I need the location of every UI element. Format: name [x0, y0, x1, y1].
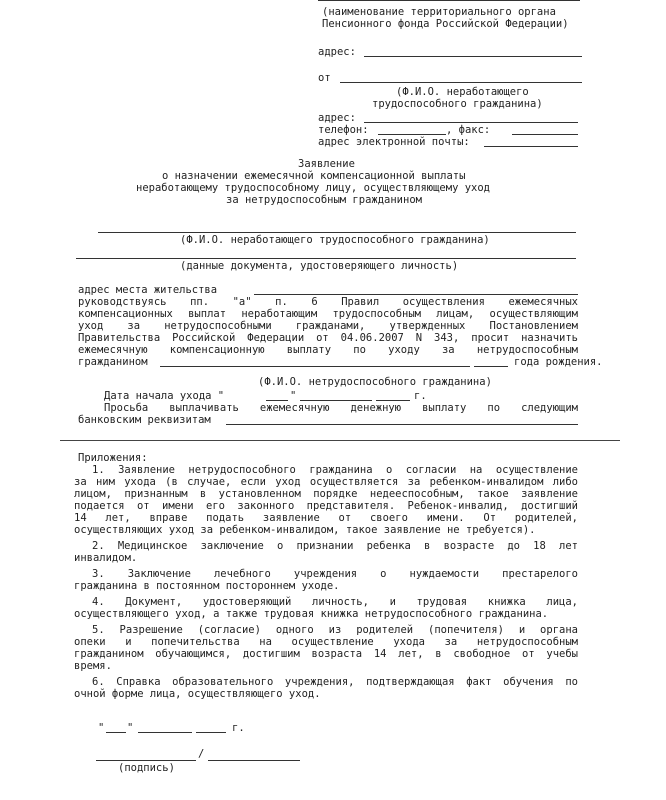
attachment-line: 14 лет, вправе подать заявление от своего имени. От родителей, [74, 512, 578, 524]
request-line: банковским реквизитам [78, 414, 211, 426]
bank-details-field[interactable] [226, 424, 578, 425]
fio-caption-1: (Ф.И.О. неработающего [396, 86, 529, 98]
attachment-line: 2. Медицинское заключение о признании ребенка в возрасте до 18 лет [92, 540, 578, 552]
attachment-line: гражданином обучающимся, достигшим возраста 14 лет, в свободное от учебы [74, 648, 578, 660]
email-field[interactable] [484, 146, 578, 147]
fax-label: , факс: [446, 124, 491, 136]
footer-year-suffix: г. [232, 722, 245, 734]
attachment-line: лицом, признанным в установленном порядке недееспособным, такое заявление [74, 488, 578, 500]
applicant-fio-caption: (Ф.И.О. неработающего трудоспособного гражданина) [180, 234, 490, 246]
footer-year-field[interactable] [196, 732, 226, 733]
attachment-line: 4. Документ, удостоверяющий личность, и трудовая книжка лица, [92, 596, 578, 608]
birth-year-field[interactable] [474, 366, 508, 367]
title-line-4: за нетрудоспособным гражданином [226, 194, 422, 206]
applicant-doc-caption: (данные документа, удостоверяющего личность) [180, 260, 459, 272]
attachment-line: подается от имени его законного представителя. Ребенок-инвалид, достигший [74, 500, 578, 512]
title-line-1: Заявление [298, 158, 355, 170]
applicant-doc-field[interactable] [76, 258, 576, 259]
attachment-line: очной форме лица, осуществляющего уход. [74, 688, 321, 700]
address-label: адрес: [318, 46, 356, 58]
attachment-line: 1. Заявление нетрудоспособного гражданина о согласии на осуществление [92, 464, 578, 476]
attachment-line: за ним ухода (в случае, если уход осуществляется за ребенком-инвалидом либо [74, 476, 578, 488]
attachment-line: осуществляющих уход за ребенком-инвалидом, такое заявление не требуется). [74, 524, 536, 536]
paragraph-line: компенсационных выплат неработающим трудоспособным лицам, осуществляющим [78, 308, 578, 320]
disabled-fio-field[interactable] [160, 366, 470, 367]
address2-field[interactable] [364, 122, 578, 123]
attachment-line: 5. Разрешение (согласие) одного из родителей (попечителя) и органа [92, 624, 578, 636]
title-line-2: о назначении ежемесячной компенсационной выплаты [162, 170, 466, 182]
request-line: Просьба выплачивать ежемесячную денежную выплату по следующим [104, 402, 578, 414]
attachment-line: опеки и попечительства на осуществление ухода за нетрудоспособным [74, 636, 578, 648]
applicant-fio-field[interactable] [98, 232, 576, 233]
signature-slash: / [198, 748, 205, 760]
org-name-line[interactable] [318, 0, 580, 1]
care-day-field[interactable] [266, 400, 288, 401]
signature-field[interactable] [96, 760, 196, 761]
paragraph-line: ежемесячную компенсационную выплату по уходу за нетрудоспособным [78, 344, 578, 356]
org-caption-2: Пенсионного фонда Российской Федерации) [322, 18, 569, 30]
title-line-3: неработающему трудоспособному лицу, осуществляющему уход [136, 182, 491, 194]
phone-label: телефон: [318, 124, 369, 136]
attachment-line: 6. Справка образовательного учреждения, подтверждающая факт обучения по [92, 676, 578, 688]
paragraph-line: гражданином [78, 356, 148, 368]
address2-label: адрес: [318, 112, 356, 124]
footer-month-field[interactable] [138, 732, 192, 733]
attachment-line: инвалидом. [74, 552, 138, 564]
attachment-line: 3. Заключение лечебного учреждения о нуждаемости престарелого [92, 568, 578, 580]
email-label: адрес электронной почты: [318, 136, 470, 148]
fax-field[interactable] [512, 134, 578, 135]
phone-field[interactable] [378, 134, 446, 135]
section-divider [60, 440, 620, 441]
attachments-heading: Приложения: [78, 452, 148, 464]
footer-date-open-quote: " [98, 722, 105, 734]
residence-field[interactable] [254, 294, 578, 295]
care-year-suffix: г. [414, 390, 427, 402]
org-caption-1: (наименование территориального органа [322, 6, 556, 18]
footer-day-field[interactable] [106, 732, 126, 733]
footer-date-close-quote: " [127, 722, 134, 734]
care-month-field[interactable] [300, 400, 372, 401]
address-field[interactable] [364, 56, 582, 57]
from-field[interactable] [340, 82, 582, 83]
fio-caption-2: трудоспособного гражданина) [372, 98, 543, 110]
disabled-fio-caption: (Ф.И.О. нетрудоспособного гражданина) [258, 376, 492, 388]
attachment-line: время. [74, 660, 112, 672]
signature-caption: (подпись) [118, 762, 175, 774]
paragraph-line: уход за нетрудоспособными гражданами, утвержденных Постановлением [78, 320, 578, 332]
paragraph-line: Правительства Российской Федерации от 04.06.2007 N 343, просит назначить [78, 332, 578, 344]
care-start-label: Дата начала ухода " [104, 390, 225, 402]
from-label: от [318, 72, 331, 84]
care-quote: " [290, 390, 297, 402]
signature-name-field[interactable] [208, 760, 300, 761]
residence-label: адрес места жительства [78, 284, 218, 296]
paragraph-line: руководствуясь пп. "а" п. 6 Правил осуществления ежемесячных [78, 296, 578, 308]
attachment-line: осуществляющего уход, а также трудовая книжка нетрудоспособного гражданина. [74, 608, 549, 620]
birth-year-label: года рождения. [514, 356, 603, 368]
attachment-line: гражданина в постоянном постороннем уходе. [74, 580, 340, 592]
care-year-field[interactable] [376, 400, 410, 401]
